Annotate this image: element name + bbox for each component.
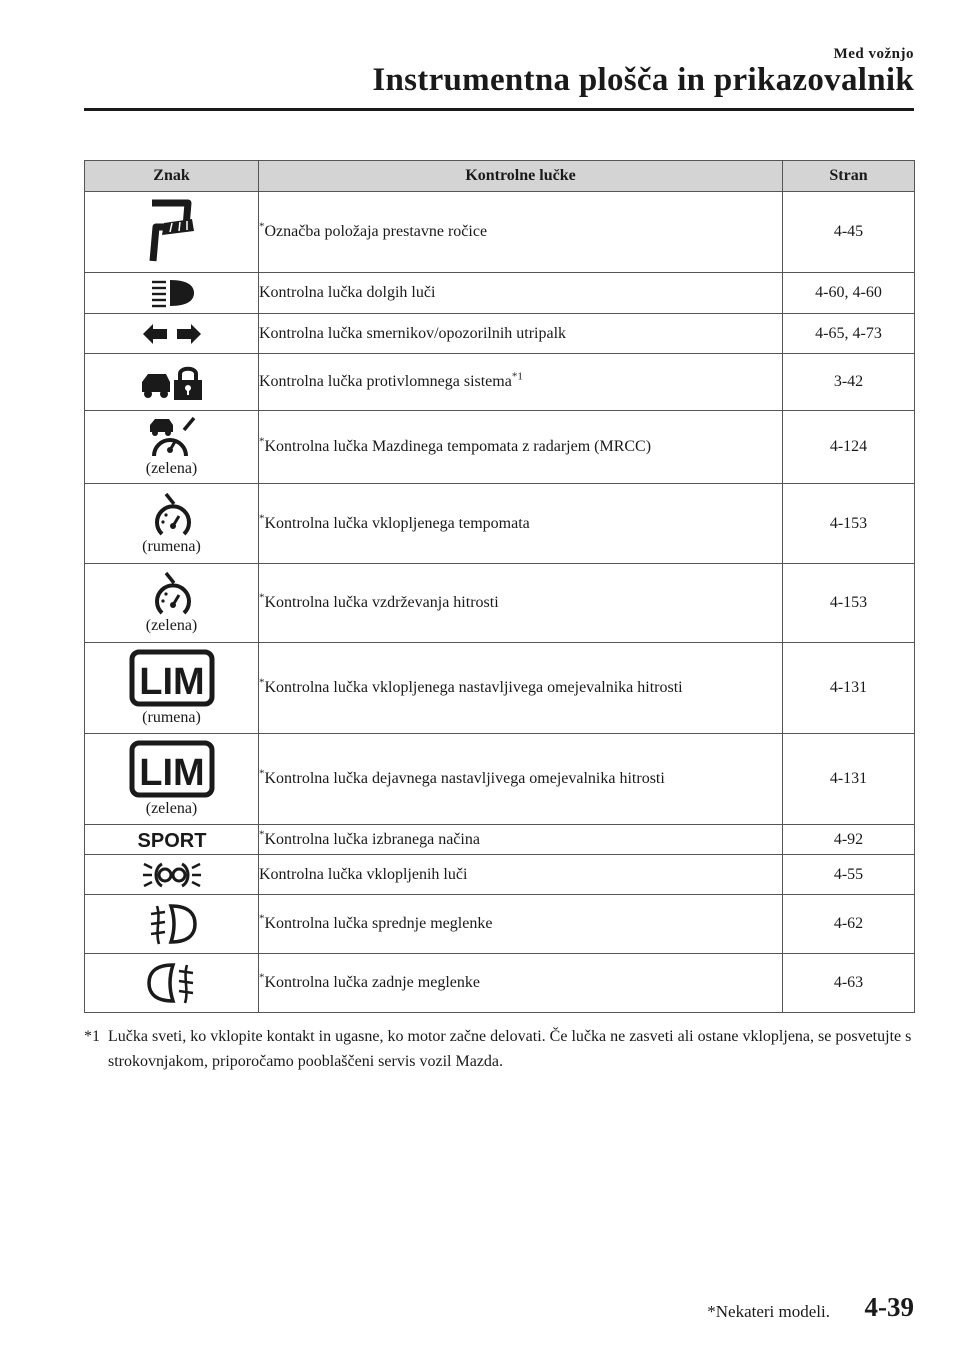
table-row [85,564,915,643]
row-text: Kontrolna lučka vzdrževanja hitrosti [264,594,499,611]
table-row [85,192,915,273]
table-row [85,855,915,895]
table-row [85,825,915,855]
row-star: * [259,676,265,689]
indicator-color: (rumena) [142,537,201,555]
description-cell [259,273,783,314]
row-text: Kontrolna lučka protivlomnega sistema [259,373,512,390]
symbol-cell [85,825,259,855]
symbol-cell [85,954,259,1013]
row-text: Kontrolna lučka smernikov/opozorilnih utripalk [259,324,567,342]
symbol-cell [85,273,259,314]
description-cell [259,354,783,411]
symbol-cell [85,484,259,564]
sport-mode-icon [130,829,214,851]
symbol-cell [85,855,259,895]
description-cell [259,734,783,825]
lim-icon [129,740,215,798]
description-cell [259,855,783,895]
col-header-lights: Kontrolne lučke [259,161,783,192]
row-text: Kontrolna lučka vklopljenega tempomata [264,514,530,532]
table-header-row [85,161,915,192]
description-cell [259,895,783,954]
description-cell [259,954,783,1013]
page-cell: 4-92 [783,825,915,855]
row-text: Kontrolna lučka Mazdinega tempomata z radarjem (MRCC) [264,438,652,455]
indicator-color: (rumena) [142,709,201,726]
page-cell: 4-124 [783,411,915,484]
row-text: Kontrolna lučka izbranega načina [264,830,480,848]
security-lock-icon [140,362,204,402]
description-cell [259,825,783,855]
row-star: * [259,971,265,984]
symbol-cell [85,411,259,484]
symbol-cell [85,564,259,643]
radar-cruise-icon [146,416,198,458]
row-star: * [259,828,265,841]
indicator-color: (zelena) [145,460,198,477]
shift-position-p-icon [144,199,200,265]
section-label: Med vožnjo [833,46,914,62]
symbol-cell [85,192,259,273]
svg-text:LIM: LIM [138,661,205,703]
row-star: * [259,767,265,780]
row-star: * [259,435,265,448]
table-row [85,734,915,825]
row-star: * [259,220,265,233]
row-text: Kontrolna lučka vklopljenih luči [259,865,468,883]
table-row [85,354,915,411]
row-text: Kontrolna lučka dejavnega nastavljivega omejevalnika hitrosti [264,770,665,787]
row-text: Označba položaja prestavne ročice [264,223,488,240]
page-cell: 4-131 [783,734,915,825]
row-text: Kontrolna lučka vklopljenega nastavljivega omejevalnika hitrosti [264,679,683,696]
page-cell: 4-60, 4-60 [783,273,915,314]
row-text: Kontrolna lučka dolgih luči [259,284,436,301]
page-cell: 4-45 [783,192,915,273]
row-star: * [259,591,265,604]
col-header-page: Stran [783,161,915,192]
page-cell: 4-131 [783,643,915,734]
cruise-control-icon [152,571,192,615]
rear-fog-icon [147,961,197,1005]
footer-note: *Nekateri modeli. [707,1302,830,1321]
row-footnote-ref: *1 [511,370,523,383]
page-cell: 4-63 [783,954,915,1013]
table-row [85,484,915,564]
indicator-table [84,160,915,1013]
description-cell [259,192,783,273]
description-cell [259,314,783,354]
svg-text:SPORT: SPORT [137,829,206,851]
page-cell: 3-42 [783,354,915,411]
lights-on-icon [140,860,204,890]
page-title: Instrumentna plošča in prikazovalnik [372,62,914,98]
row-text: Kontrolna lučka zadnje meglenke [264,974,480,991]
footnote [84,1024,914,1074]
table-row [85,954,915,1013]
description-cell [259,484,783,564]
symbol-cell [85,354,259,411]
page-cell: 4-153 [783,484,915,564]
table-row [85,411,915,484]
symbol-cell [85,734,259,825]
indicator-color: (zelena) [145,800,198,817]
row-text: Kontrolna lučka sprednje meglenke [264,915,493,932]
table-row [85,314,915,354]
table-row [85,273,915,314]
footnote-text: Lučka sveti, ko vklopite kontakt in ugasne, ko motor začne delovati. Če lučka ne zasveti ali ostane vklopljena, se posvetujte s strokovnjakom, priporočamo pooblaščeni servis vozil Mazda. [108,1028,912,1070]
symbol-cell [85,643,259,734]
description-cell [259,411,783,484]
page-cell: 4-65, 4-73 [783,314,915,354]
footnote-mark: *1 [84,1028,100,1045]
page-number: 4-39 [864,1292,914,1322]
front-fog-icon [147,902,197,946]
description-cell [259,643,783,734]
cruise-control-icon [152,492,192,536]
indicator-color: (zelena) [145,617,198,634]
table-row [85,643,915,734]
svg-text:LIM: LIM [138,752,205,794]
header-divider [84,108,914,111]
page-cell: 4-153 [783,564,915,643]
row-star: * [259,512,265,525]
table-row [85,895,915,954]
symbol-cell [85,314,259,354]
turn-signal-icon [141,322,203,346]
page-cell: 4-62 [783,895,915,954]
lim-icon [129,649,215,707]
symbol-cell [85,895,259,954]
page-cell: 4-55 [783,855,915,895]
row-star: * [259,912,265,925]
description-cell [259,564,783,643]
high-beam-icon [148,278,196,308]
col-header-symbol: Znak [85,161,259,192]
